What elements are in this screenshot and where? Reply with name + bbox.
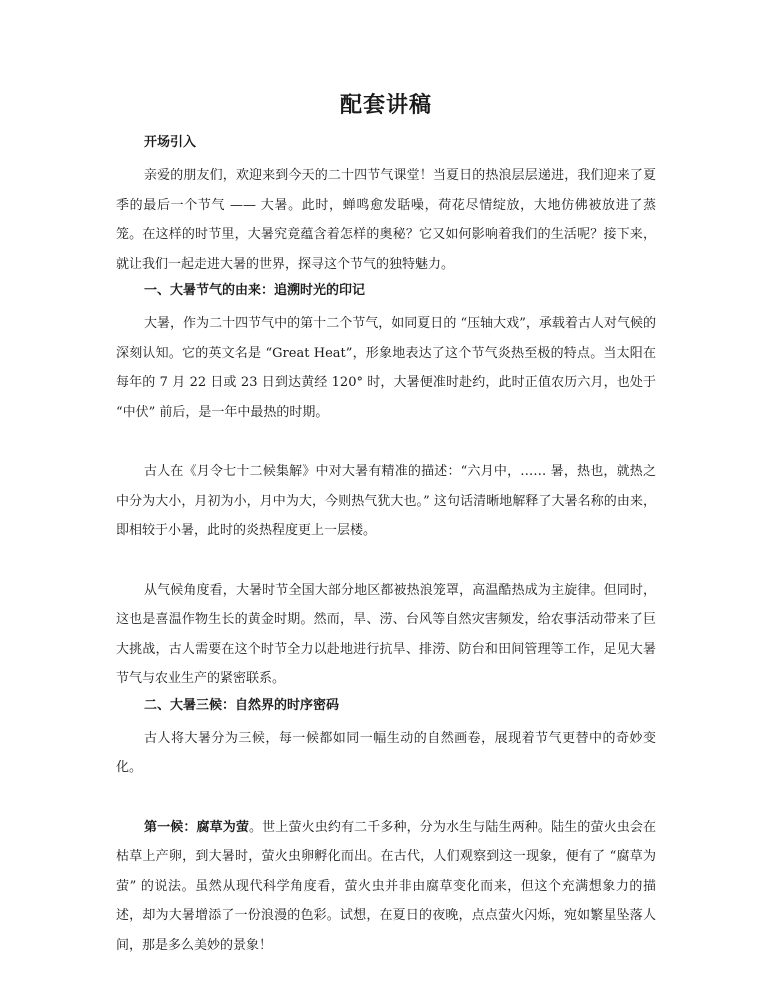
intro-heading: 开场引入: [144, 135, 197, 150]
section1-paragraph-1: 大暑，作为二十四节气中的第十二个节气，如同夏日的 “压轴大戏”，承载着古人对气候的深刻认知。它的英文名是 “Great Heat”，形象地表达了这个节气炎热至极的特点。当太阳在每年的 7 月 22 日或 23 日到达黄经 120° 时，大暑便准时赴约，此时正值农历六月，也处于 “中伏” 前后，是一年中最热的时期。: [116, 316, 656, 420]
section2-heading: 二、大暑三候：自然界的时序密码: [144, 697, 340, 713]
document-page: [116, 88, 656, 960]
section2-paragraph: 古人将大暑分为三候，每一候都如同一幅生动的自然画卷，展现着节气更替中的奇妙变化。: [116, 730, 656, 775]
page-title: 配套讲稿: [339, 93, 432, 118]
paragraph-spacer: [116, 546, 656, 576]
paragraph-spacer: [116, 783, 656, 813]
hou1-paragraph: [116, 813, 656, 961]
section1-heading: 一、大暑节气的由来：追溯时光的印记: [144, 283, 366, 298]
section1-paragraph-3: 从气候角度看，大暑时节全国大部分地区都被热浪笼罩，高温酷热成为主旋律。但同时，这也是喜温作物生长的黄金时期。然而，旱、涝、台风等自然灾害频发，给农事活动带来了巨大挑战，古人需要在这个时节全力以赴地进行抗旱、排涝、防台和田间管理等工作，足见大暑节气与农业生产的紧密联系。: [116, 582, 656, 686]
paragraph-spacer: [116, 427, 656, 457]
hou1-text: 。世上萤火虫约有二千多种，分为水生与陆生两种。陆生的萤火虫会在枯草上产卵，到大暑时，萤火虫卵孵化而出。在古代，人们观察到这一现象，便有了 “腐草为萤” 的说法。虽然从现代科学角度看，萤火虫并非由腐草变化而来，但这个充满想象力的描述，却为大暑增添了一份浪漫的色彩。试想，在夏日的夜晚，点点萤火闪烁，宛如繁星坠落人间，那是多么美妙的景象！: [116, 819, 656, 953]
intro-paragraph: 亲爱的朋友们，欢迎来到今天的二十四节气课堂！当夏日的热浪层层递进，我们迎来了夏季的最后一个节气 —— 大暑。此时，蝉鸣愈发聒噪，荷花尽情绽放，大地仿佛被放进了蒸笼。在这样的时节里，大暑究竟蕴含着怎样的奥秘？它又如何影响着我们的生活呢？接下来，就让我们一起走进大暑的世界，探寻这个节气的独特魅力。: [116, 168, 656, 272]
section1-paragraph-2: 古人在《月令七十二候集解》中对大暑有精准的描述：“六月中，…… 暑，热也，就热之中分为大小，月初为小，月中为大，今则热气犹大也。” 这句话清晰地解释了大暑名称的由来，即相较于小暑，此时的炎热程度更上一层楼。: [116, 464, 656, 538]
hou1-lead: 第一候：腐草为萤: [144, 819, 250, 835]
